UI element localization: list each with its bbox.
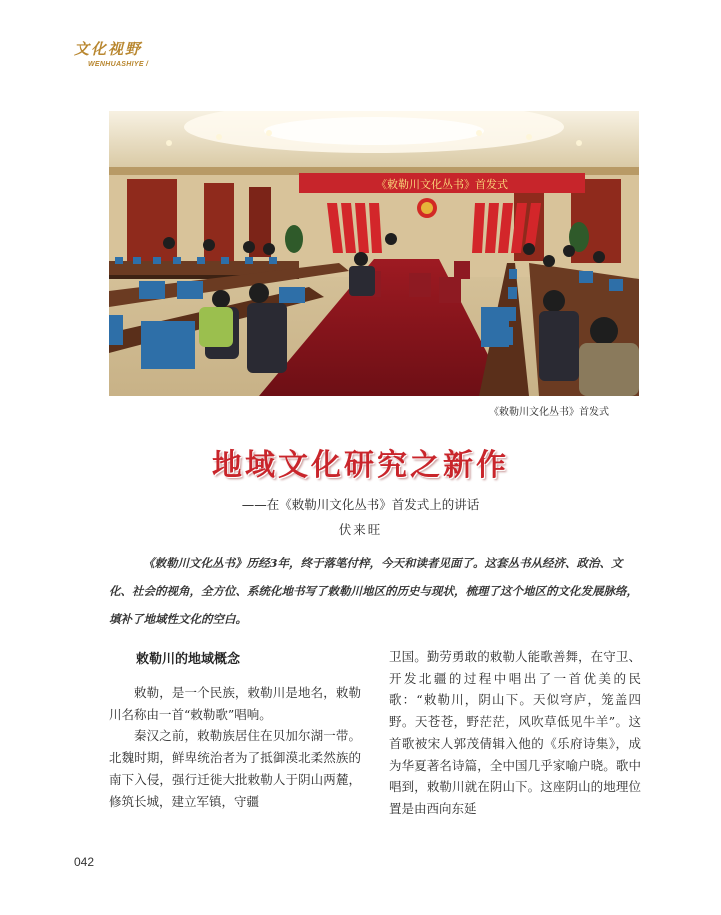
page-number: 042 [74, 855, 95, 869]
body-paragraph: 卫国。勤劳勇敢的敕勒人能歌善舞，在守卫、开发北疆的过程中唱出了一首优美的民歌：“敕勒川，阴山下。天似穹庐，笼盖四野。天苍苍，野茫茫，风吹草低见牛羊”。这首歌被宋人郭茂倩辑入他的《乐府诗集》，成为华夏著名诗篇，全中国几乎家喻户晓。歌中唱到，敕勒川就在阴山下。这座阴山的地理位置是由西向东延 [389, 649, 641, 816]
body-paragraph: 敕勒，是一个民族，敕勒川是地名，敕勒川名称由一首“敕勒歌”唱响。 [109, 685, 361, 722]
body-paragraph: 秦汉之前，敕勒族居住在贝加尔湖一带。北魏时期，鲜卑统治者为了抵御漠北柔然族的南下入侵，强行迁徙大批敕勒人于阴山两麓，修筑长城，建立军镇，守疆 [109, 728, 361, 809]
section-name-pinyin: WENHUASHIYE / [88, 61, 149, 68]
body-column-left [109, 646, 361, 812]
banner-text: 《敕勒川文化丛书》首发式 [376, 178, 508, 191]
article-abstract: 《敕勒川文化丛书》历经3年，终于落笔付梓，今天和读者见面了。这套丛书从经济、政治、文化、社会的视角，全方位、系统化地书写了敕勒川地区的历史与现状，梳理了这个地区的文化发展脉络，填补了地域性文化的空白。 [109, 556, 638, 626]
launch-ceremony-photo [109, 111, 639, 396]
conference-hall-illustration [109, 111, 639, 396]
article-subtitle: ——在《敕勒川文化丛书》首发式上的讲话 [241, 497, 480, 512]
section-tag [74, 38, 148, 68]
article-author: 伏来旺 [338, 522, 383, 537]
section-heading: 敕勒川的地域概念 [136, 652, 241, 667]
section-name: 文化视野 [74, 40, 143, 58]
photo-caption: 《敕勒川文化丛书》首发式 [489, 407, 609, 418]
body-column-right [389, 646, 641, 820]
article-title: 地域文化研究之新作 [212, 448, 509, 483]
